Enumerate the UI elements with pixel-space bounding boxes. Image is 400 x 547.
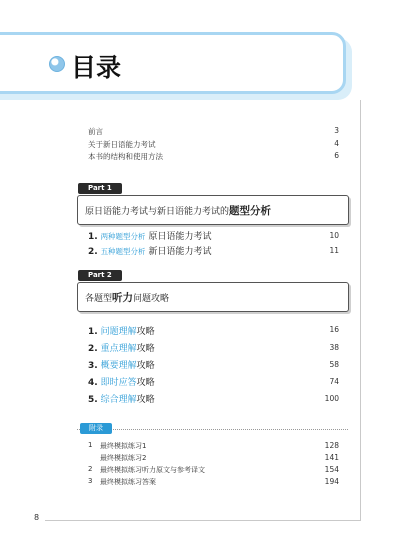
item-number: 1. — [88, 327, 98, 337]
part1-heading-bold: 题型分析 — [229, 205, 272, 217]
appendix-item-number: 2 — [88, 465, 93, 473]
toc-entry-about-exam[interactable]: 关于新日语能力考试 — [88, 140, 156, 149]
toc-page: 194 — [324, 477, 339, 486]
item-topic: 概要理解 — [100, 361, 137, 371]
appendix-item-3[interactable]: 最终模拟练习听力原文与参考译文 — [100, 466, 205, 474]
part2-heading-bold: 听力 — [112, 292, 134, 304]
appendix-item-1[interactable]: 最终模拟练习1 — [100, 442, 147, 450]
part1-heading-prefix: 原日语能力考试与新日语能力考试的 — [85, 207, 230, 217]
item-topic: 重点理解 — [100, 344, 137, 354]
part1-tab: Part 1 — [78, 183, 122, 194]
appendix-item-4[interactable]: 最终模拟练习答案 — [100, 478, 156, 486]
item-number: 5. — [88, 395, 98, 405]
item-topic: 问题理解 — [100, 327, 137, 337]
toc-page: 3 — [334, 126, 339, 135]
toc-page: 6 — [334, 151, 339, 160]
item-number: 4. — [88, 378, 98, 388]
item-suffix: 攻略 — [136, 395, 155, 405]
item-number: 3. — [88, 361, 98, 371]
part1-item-2[interactable] — [88, 244, 211, 257]
bullet-icon — [49, 56, 65, 72]
item-number: 1. — [88, 232, 98, 242]
part1-item-1[interactable] — [88, 229, 211, 242]
part2-item-3[interactable] — [88, 358, 155, 371]
part2-item-4[interactable] — [88, 375, 155, 388]
page-number: 8 — [34, 513, 40, 522]
toc-page: 58 — [329, 360, 339, 369]
toc-page: 11 — [329, 246, 339, 255]
toc-page: 38 — [329, 343, 339, 352]
item-suffix: 攻略 — [136, 361, 155, 371]
item-suffix: 攻略 — [136, 378, 155, 388]
appendix-item-number: 3 — [88, 477, 93, 485]
part2-heading-suffix: 问题攻略 — [133, 294, 170, 304]
page-title: 目录 — [71, 53, 122, 82]
toc-page: 100 — [324, 394, 339, 403]
toc-entry-structure[interactable]: 本书的结构和使用方法 — [88, 152, 163, 161]
appendix-item-number: 1 — [88, 441, 93, 449]
item-topic: 即时应答 — [100, 378, 137, 388]
item-number: 2. — [88, 344, 98, 354]
item-tag: 五种题型分析 — [100, 247, 146, 256]
part2-heading-prefix: 各题型 — [85, 294, 113, 304]
part2-item-1[interactable] — [88, 324, 155, 337]
item-tag: 两种题型分析 — [100, 232, 146, 241]
part2-heading-box[interactable] — [77, 282, 349, 312]
part1-heading-box[interactable] — [77, 195, 349, 225]
part2-tab: Part 2 — [78, 270, 122, 281]
toc-page: 128 — [324, 441, 339, 450]
toc-page: 10 — [329, 231, 339, 240]
part2-item-5[interactable] — [88, 392, 155, 405]
item-topic: 综合理解 — [100, 395, 137, 405]
appendix-tab: 附录 — [80, 423, 112, 434]
toc-page: 4 — [334, 139, 339, 148]
toc-page: 74 — [329, 377, 339, 386]
part2-heading — [85, 290, 169, 305]
toc-entry-preface[interactable]: 前言 — [88, 127, 103, 136]
toc-page: 141 — [324, 453, 339, 462]
item-number: 2. — [88, 247, 98, 257]
toc-page: 154 — [324, 465, 339, 474]
item-text: 新日语能力考试 — [148, 247, 212, 257]
item-suffix: 攻略 — [136, 344, 155, 354]
item-text: 原日语能力考试 — [148, 232, 212, 242]
appendix-item-2[interactable]: 最终模拟练习2 — [100, 454, 147, 462]
part1-heading — [85, 203, 271, 218]
part2-item-2[interactable] — [88, 341, 155, 354]
item-suffix: 攻略 — [136, 327, 155, 337]
appendix-divider — [77, 429, 348, 430]
toc-page: 16 — [329, 325, 339, 334]
